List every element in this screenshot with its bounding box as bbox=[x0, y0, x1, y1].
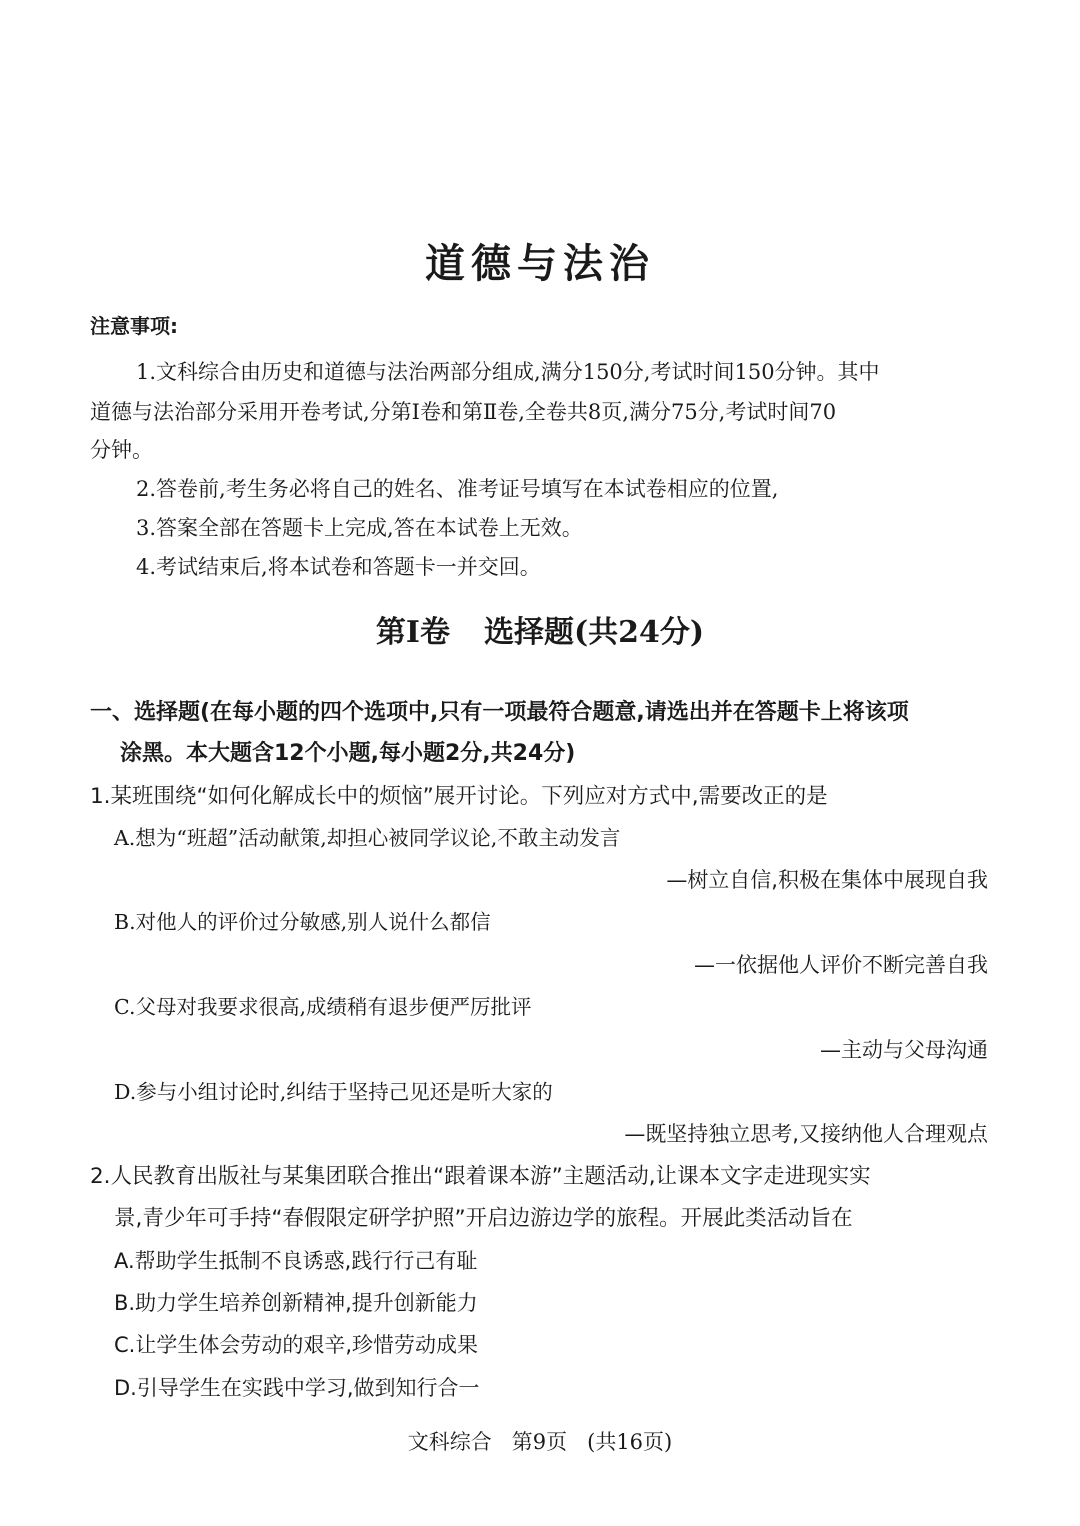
section-heading bbox=[0, 615, 1080, 650]
section-name: 选择题(共24分) bbox=[483, 615, 705, 650]
notice-line: 2.答卷前,考生务必将自己的姓名、准考证号填写在本试卷相应的位置, bbox=[136, 477, 779, 501]
notice-heading: 注意事项: bbox=[90, 314, 178, 338]
notice-line: 1.文科综合由历史和道德与法治两部分组成,满分150分,考试时间150分钟。其中 bbox=[136, 360, 880, 384]
question-1-option-d-answer: —既坚持独立思考,又接纳他人合理观点 bbox=[624, 1122, 988, 1146]
instruction-line: 一、选择题(在每小题的四个选项中,只有一项最符合题意,请选出并在答题卡上将该项 bbox=[90, 700, 909, 725]
instruction-line: 涂黑。本大题含12个小题,每小题2分,共24分) bbox=[120, 741, 576, 766]
notice-line: 分钟。 bbox=[90, 438, 153, 462]
question-1-option-a-answer: —树立自信,积极在集体中展现自我 bbox=[666, 868, 988, 892]
question-1-option-a: A.想为“班超”活动献策,却担心被同学议论,不敢主动发言 bbox=[114, 826, 621, 850]
question-1-option-b-answer: —一依据他人评价不断完善自我 bbox=[694, 953, 988, 977]
question-1-option-b: B.对他人的评价过分敏感,别人说什么都信 bbox=[114, 910, 491, 934]
question-1-option-c: C.父母对我要求很高,成绩稍有退步便严厉批评 bbox=[114, 995, 532, 1019]
question-2-option-c: C.让学生体会劳动的艰辛,珍惜劳动成果 bbox=[114, 1333, 479, 1357]
footer-subject: 文科综合 bbox=[407, 1430, 492, 1454]
question-2-option-a: A.帮助学生抵制不良诱惑,践行行己有耻 bbox=[114, 1249, 478, 1273]
question-2-option-d: D.引导学生在实践中学习,做到知行合一 bbox=[114, 1376, 480, 1400]
notice-line: 道德与法治部分采用开卷考试,分第Ⅰ卷和第Ⅱ卷,全卷共8页,满分75分,考试时间70 bbox=[90, 400, 837, 424]
notice-line: 3.答案全部在答题卡上完成,答在本试卷上无效。 bbox=[136, 516, 583, 540]
page-footer bbox=[0, 1432, 1080, 1453]
footer-total: (共16页) bbox=[587, 1430, 673, 1454]
question-1-option-c-answer: —主动与父母沟通 bbox=[820, 1038, 988, 1062]
footer-page: 第9页 bbox=[511, 1430, 568, 1454]
page-title: 道德与法治 bbox=[425, 241, 655, 287]
question-2-stem: 景,青少年可手持“春假限定研学护照”开启边游边学的旅程。开展此类活动旨在 bbox=[114, 1206, 853, 1231]
section-part: 第Ⅰ卷 bbox=[375, 615, 450, 650]
question-1-option-d: D.参与小组讨论时,纠结于坚持己见还是听大家的 bbox=[114, 1080, 553, 1104]
question-1-stem: 1.某班围绕“如何化解成长中的烦恼”展开讨论。下列应对方式中,需要改正的是 bbox=[90, 784, 828, 809]
question-2-stem: 2.人民教育出版社与某集团联合推出“跟着课本游”主题活动,让课本文字走进现实实 bbox=[90, 1164, 871, 1189]
notice-line: 4.考试结束后,将本试卷和答题卡一并交回。 bbox=[136, 555, 541, 579]
question-2-option-b: B.助力学生培养创新精神,提升创新能力 bbox=[114, 1291, 478, 1315]
